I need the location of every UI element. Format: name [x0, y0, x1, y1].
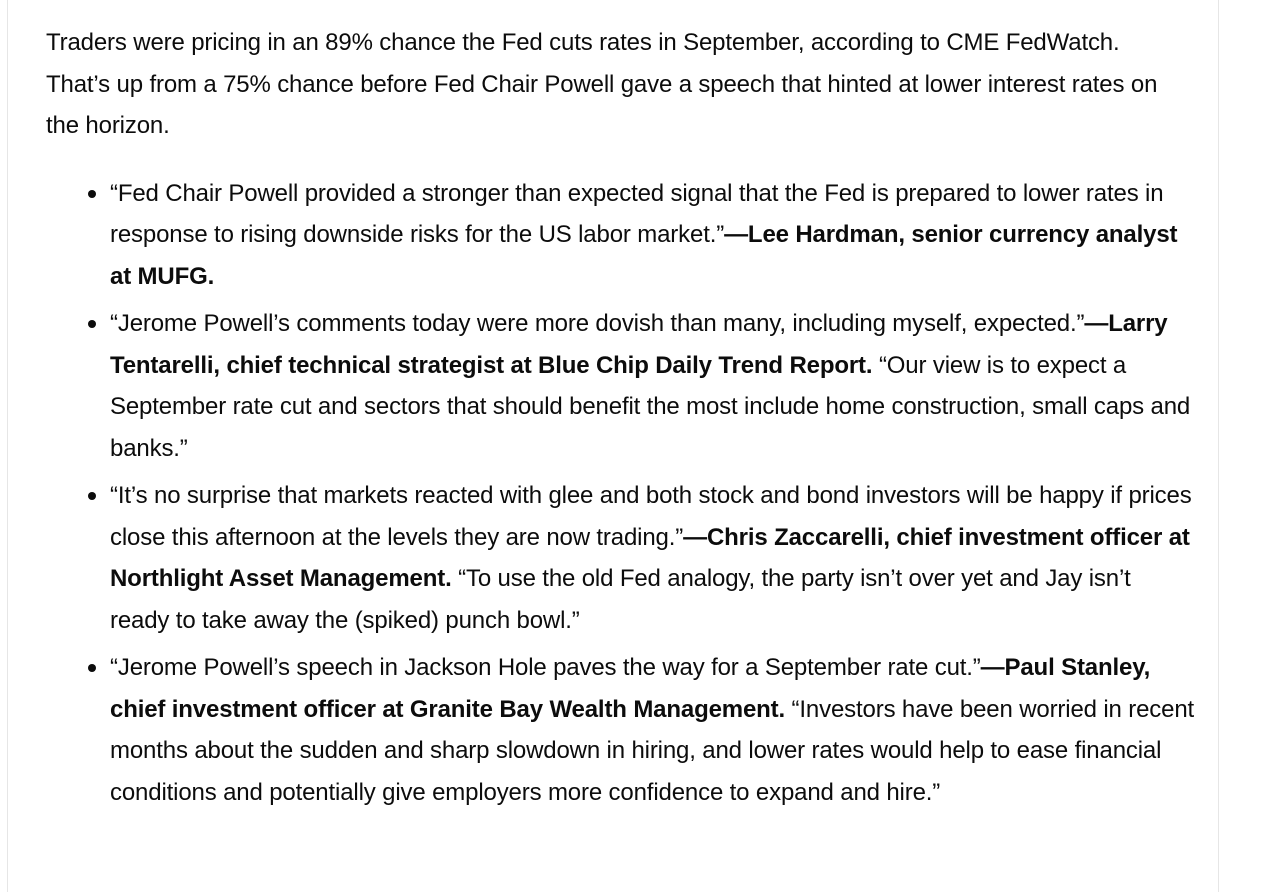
- quote-text: “Jerome Powell’s speech in Jackson Hole paves the way for a September rate cut.”: [110, 654, 981, 681]
- quote-attribution: —Larry Tentarelli, chief technical strategist at Blue Chip Daily Trend Report.: [110, 310, 1168, 379]
- quote-item: [110, 475, 1196, 641]
- quote-item: [110, 173, 1196, 298]
- quote-text: “Jerome Powell’s comments today were more dovish than many, including myself, expected.”: [110, 310, 1085, 337]
- quote-attribution: —Paul Stanley, chief investment officer at Granite Bay Wealth Management.: [110, 654, 1151, 723]
- quote-followup: “To use the old Fed analogy, the party isn’t over yet and Jay isn’t ready to take away the (spiked) punch bowl.”: [110, 565, 1131, 634]
- quote-attribution: —Lee Hardman, senior currency analyst at MUFG.: [110, 221, 1178, 290]
- quote-attribution: —Chris Zaccarelli, chief investment officer at Northlight Asset Management.: [110, 523, 1190, 592]
- quote-followup: “Investors have been worried in recent months about the sudden and sharp slowdown in hiring, and lower rates would help to ease financial conditions and potentially give employers more confidence to expand and hire.”: [110, 695, 1195, 806]
- quote-text: “It’s no surprise that markets reacted with glee and both stock and bond investors will be happy if prices close this afternoon at the levels they are now trading.”: [110, 482, 1192, 551]
- quote-followup: “Our view is to expect a September rate cut and sectors that should benefit the most include home construction, small caps and banks.”: [110, 351, 1191, 462]
- quote-item: [110, 303, 1196, 469]
- quotes-list: [46, 173, 1196, 814]
- article-body: [46, 22, 1196, 819]
- intro-paragraph: Traders were pricing in an 89% chance the Fed cuts rates in September, according to CME FedWatch. That’s up from a 75% chance before Fed Chair Powell gave a speech that hinted at lower interest rates on the horizon.: [46, 29, 1158, 139]
- quote-text: “Fed Chair Powell provided a stronger than expected signal that the Fed is prepared to lower rates in response to rising downside risks for the US labor market.”: [110, 179, 1164, 248]
- quote-item: [110, 647, 1196, 813]
